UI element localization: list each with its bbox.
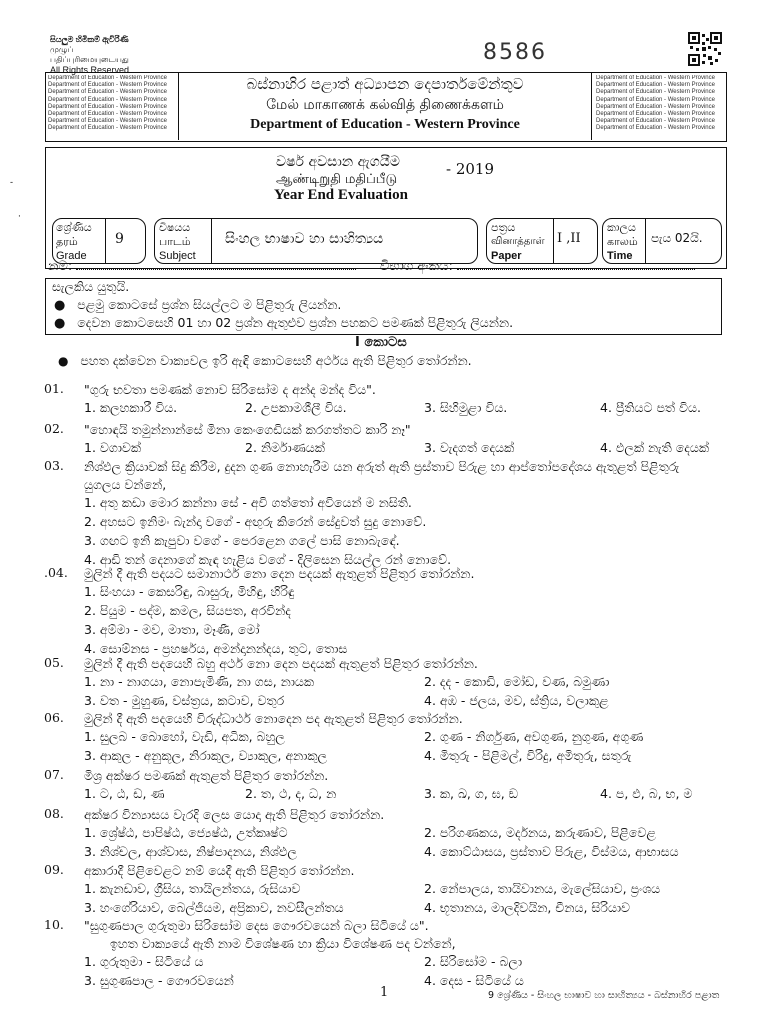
header-side-right: Department of Education - Western Province Department of Education - Western Province Department of Education - Western Province Department of Education - Western Province Department of Education - Western Province Department of Education - Western Province Department of Education - Western Province Department of Education - Western Province <box>596 75 715 132</box>
answer-option[interactable]: 1. කලහකාරී විය. <box>84 400 178 415</box>
answer-option[interactable]: 1. සිංහයා - කෙසරිඳු, බාසුරු, මිහිඳු, හිරිඳු <box>84 584 295 599</box>
answer-option[interactable]: 2. නිර්මාණයක් <box>245 440 325 455</box>
index-label: විභාග අංකය: <box>380 259 453 274</box>
answer-option[interactable]: 2. පරිගණකය, මර්දනය, කරුණාව, පිළිවෙළ <box>424 825 656 840</box>
footer-text: 9 ශ්‍රේණිය - සිංහල භාෂාව හා සාහිත්‍යය - බස්නාහිර පළාත <box>488 990 720 1001</box>
answer-option[interactable]: 4. මිතුරු - පිළිමල්, විරිදු, අමිතුරු, සතුරු <box>424 748 632 763</box>
answer-option[interactable]: 3. සුගුණපාල - ගෞරවයෙන් <box>84 973 234 988</box>
notes-heading: සැලකිය යුතුයි. <box>52 279 130 294</box>
subject-label-si: විෂයය <box>159 221 191 234</box>
bullet-icon: ● <box>54 298 66 313</box>
copyright-block <box>50 35 140 75</box>
question-number: 01. <box>44 381 64 396</box>
exam-year: - 2019 <box>446 160 495 178</box>
answer-option[interactable]: 1. අතු කඩා මොර කන්නා සේ - අවි ගත්තෝ අවියෙන් ම නසිති. <box>84 495 412 510</box>
time-label-en: Time <box>607 250 633 262</box>
paper-label-en: Paper <box>491 250 522 262</box>
question-subtext: ඉහත වාක්‍යයේ ඇති නාම විශේෂණ හා ක්‍රියා විශේෂණ පද වන්නේ, <box>110 936 456 951</box>
paper-label-ta: வினாத்தாள் <box>491 236 545 247</box>
answer-option[interactable]: 3. ක, ඛ, ග, ඝ, ඞ <box>424 786 518 801</box>
answer-option[interactable]: 3. හංගේරියාව, බෙල්ජියම, අප්‍රිකාව, නවසීලන්තය <box>84 900 344 915</box>
subject-value: සිංහල භාෂාව හා සාහිත්‍යය <box>225 231 384 247</box>
time-value: පැය 02යි. <box>651 231 703 245</box>
answer-option[interactable]: 2. උපකාමශීලී විය. <box>245 400 347 415</box>
bullet-icon: ● <box>54 316 66 331</box>
answer-option[interactable]: 3. ගඟට ඉනි කැපුවා වගේ - පෙරළෙන ගලේ පාසි නොබැඳේ. <box>84 533 400 548</box>
bullet-icon: ● <box>58 354 69 368</box>
question-number: 03. <box>44 458 64 473</box>
answer-option[interactable]: 4. දෙස - සිටියේ ය <box>424 973 524 988</box>
subject-label-en: Subject <box>159 250 196 262</box>
margin-mark: - <box>10 178 14 188</box>
answer-option[interactable]: 3. ආකුල - අනුකූල, නිරාකුල, ව්‍යාකුල, අනාකුල <box>84 748 328 763</box>
answer-option[interactable]: 4. අඹ - ජලය, මව, ස්ත්‍රිය, වලාකුළ <box>424 693 609 708</box>
name-label: නම: <box>48 259 73 274</box>
answer-option[interactable]: 4. සොම්නස - ප්‍රහර්ෂය, අමන්දානන්දය, තුට, තොස <box>84 641 348 656</box>
answer-option[interactable]: 1. සුලබ - බොහෝ, වැඩි, අධික, බහුල <box>84 729 285 744</box>
answer-option[interactable]: 2. අහසට ඉනිමං බැන්දා වගේ - අඟුරු කිරෙන් සේදුවත් සුදු නොවේ. <box>84 514 427 529</box>
question-number: 05. <box>44 655 64 670</box>
index-line <box>380 258 695 274</box>
page-number: 1 <box>380 985 389 1000</box>
question-text: මිශ්‍ර අක්ෂර පමණක් ඇතුළත් පිළිතුර තෝරන්න. <box>84 768 329 783</box>
question-number: .04. <box>44 565 68 580</box>
question-text: මුලින් දී ඇති පදයෙහි බහු අර්ථ නො දෙන පදයක් ඇතුළත් පිළිතුර තෝරන්න. <box>84 656 478 671</box>
answer-option[interactable]: 1. කැනඩාව, ග්‍රීසිය, තායිලන්තය, රුසියාව <box>84 881 301 896</box>
answer-option[interactable]: 2. ගුණ - නිර්ගුණ, අවගුණ, නුගුණ, අගුණ <box>424 729 644 744</box>
exam-title-sinhala: වර්ෂ අවසාන ඇගයීම <box>276 154 400 170</box>
answer-option[interactable]: 1. නා - නාගයා, නොපැමිණි, නා ගස, නායක <box>84 674 315 689</box>
question-text: "සුගුණපාල ගුරුතුමා සිරිසෝම දෙස ගෞරවයෙන් බලා සිටියේ ය". <box>84 918 429 933</box>
dept-name-english: Department of Education - Western Province <box>250 117 520 132</box>
question-number: 02. <box>44 421 64 436</box>
question-text: "ගුරු භවතා පමණක් නොව සිරිසෝම ද අන්ද මන්ද විය". <box>84 382 376 397</box>
notes-box <box>45 278 722 335</box>
dept-name-sinhala: බස්නාහිර පළාත් අධ්‍යාපන දෙපාර්තමේන්තුව <box>246 75 524 93</box>
question-text: මුලින් දී ඇති පදයෙහි විරුද්ධාර්ථ නොදෙන පද ඇතුළත් පිළිතුර තෝරන්න. <box>84 711 463 726</box>
copyright-sinhala: සියලුම හිමිකම් ඇවිරිණි <box>50 35 129 44</box>
answer-option[interactable]: 2. ත, ථ, ද, ධ, න <box>245 786 337 801</box>
answer-option[interactable]: 4. කොට්ඨාසය, ප්‍රස්තාව පිරුළ, විස්මය, ආභාසය <box>424 844 679 859</box>
subject-label-ta: பாடம் <box>159 235 191 248</box>
answer-option[interactable]: 2. නේපාලය, තායිවානය, මැලේසියාව, ප්‍රංශය <box>424 881 661 896</box>
notes-item-2: ● දෙවන කොටසෙහි 01 හා 02 ප්‍රශ්න ඇතුළුව ප්‍රශ්න පහකට පමණක් පිළිතුරු ලියන්න. <box>54 315 514 331</box>
question-number: 09. <box>44 862 64 877</box>
question-number: 10. <box>44 917 64 932</box>
exam-title-english: Year End Evaluation <box>274 187 408 203</box>
index-number-field[interactable] <box>457 269 695 270</box>
answer-option[interactable]: 3. අම්මා - මව, මාතා, මෑණී, මෝ <box>84 622 260 637</box>
answer-option[interactable]: 4. ඵලක් නැති දෙයක් <box>600 440 709 455</box>
answer-option[interactable]: 3. නිශ්චල, ආශ්වාස, නිෂ්පාදනය, නිශ්ඵල <box>84 844 297 859</box>
header-center <box>178 72 592 140</box>
copyright-english: All Rights Reserved <box>50 65 130 75</box>
grade-label-si: ශ්‍රේණිය <box>56 221 92 234</box>
margin-mark: · <box>18 212 21 222</box>
name-field[interactable] <box>76 269 356 270</box>
grade-value: 9 <box>115 231 124 247</box>
exam-title-tamil: ஆண்டிறுதி மதிப்பீடு <box>276 172 398 187</box>
paper-label-si: පත්‍රය <box>491 221 516 234</box>
grade-label-en: Grade <box>56 250 87 262</box>
copyright-tamil: முழுப் பதிப்புரிமையுடையது <box>50 45 129 64</box>
question-text: "හොඳයි තමුන්නාන්සේ මිනා කෙංගෙඩියක් කරගත්තට කාරි නෑ" <box>84 422 411 437</box>
time-label-si: කාලය <box>607 221 636 234</box>
qr-code-icon <box>688 32 722 66</box>
time-label-ta: காலம் <box>607 235 638 248</box>
name-line <box>48 258 356 274</box>
answer-option[interactable]: 1. ගුරුතුමා - සිටියේ ය <box>84 954 204 969</box>
question-number: 06. <box>44 710 64 725</box>
answer-option[interactable]: 4. ආඩි තන් දෙනාගේ කැඳ හැළිය වගේ - දිලිසෙන සියල්ල රන් නොවේ. <box>84 552 452 567</box>
answer-option[interactable]: 2. දද - කොඩි, මෝඩ, වණ, බමුණා <box>424 674 610 689</box>
question-text: අක්ෂර වින්‍යාසය වැරදි ලෙස යොදා ඇති පිළිතුර තෝරන්න. <box>84 807 385 822</box>
question-text: අකාරාදී පිළිවෙළට නම් යෙදී ඇති පිළිතුර තෝරන්න. <box>84 863 355 878</box>
answer-option[interactable]: 1. වගාවක් <box>84 440 142 455</box>
question-number: 07. <box>44 767 64 782</box>
serial-number: 8586 <box>483 40 547 65</box>
question-number: 08. <box>44 806 64 821</box>
answer-option[interactable]: 3. වත - මුහුණ, වස්ත්‍රය, කටාව, වතුර <box>84 693 285 708</box>
header-side-left: Department of Education - Western Province Department of Education - Western Province Department of Education - Western Province Department of Education - Western Province Department of Education - Western Province Department of Education - Western Province Department of Education - Western Province Department of Education - Western Province <box>48 75 167 132</box>
dept-name-tamil: மேல் மாகாணக் கல்வித் திணைக்களம் <box>266 97 504 113</box>
answer-option[interactable]: 2. සිරිසෝම - බලා <box>424 954 523 969</box>
answer-option[interactable]: 1. ශ්‍රේෂ්ඨ, පාපිෂ්ඨ, ජ්‍යෙෂ්ඨ, උත්කෘෂ්ට <box>84 825 288 840</box>
question-text: මුලින් දී ඇති පදයට සමානාර්ථ නො දෙන පදයක් ඇතුළත් පිළිතුර තෝරන්න. <box>84 566 475 581</box>
answer-option[interactable]: 3. වැදගත් දෙයක් <box>424 440 515 455</box>
exam-title-box <box>45 147 727 269</box>
section-instruction: ● පහත දක්වෙන වාක්‍යවල ඉරි ඇඳි කොටසෙහි අර්ථය ඇති පිළිතුර තෝරන්න. <box>58 353 472 368</box>
question-text: නිශ්ඵල ක්‍රියාවක් සිදු කිරීම, දුදන ගුණ නොහැරීම යන අරුත් ඇති ප්‍රස්තාව පිරුළ හා ආප්තෝපදේශය ඇතුළත් පිළිතුරු යුගලය වන්නේ, <box>84 459 680 492</box>
answer-option[interactable]: 4. ප, ඵ, බ, භ, ම <box>600 786 693 801</box>
section-title: I කොටස <box>355 335 407 350</box>
answer-option[interactable]: 1. ට, ඨ, ඩ, ණ <box>84 786 165 801</box>
paper-value: I ,II <box>557 231 581 246</box>
department-header <box>45 72 727 142</box>
answer-option[interactable]: 4. භූතානය, මාලදිවයින, චීනය, සිරියාව <box>424 900 631 915</box>
answer-option[interactable]: 4. ප්‍රීතියට පත් විය. <box>600 400 701 415</box>
answer-option[interactable]: 3. සිහිමුළා විය. <box>424 400 508 415</box>
answer-option[interactable]: 2. පියුම - පද්ම, කමල, සියපත, අරවින්ද <box>84 603 291 618</box>
notes-item-1: ● පළමු කොටසේ ප්‍රශ්න සියල්ලට ම පිළිතුරු ලියන්න. <box>54 297 342 313</box>
grade-label-ta: தரம் <box>56 235 78 248</box>
